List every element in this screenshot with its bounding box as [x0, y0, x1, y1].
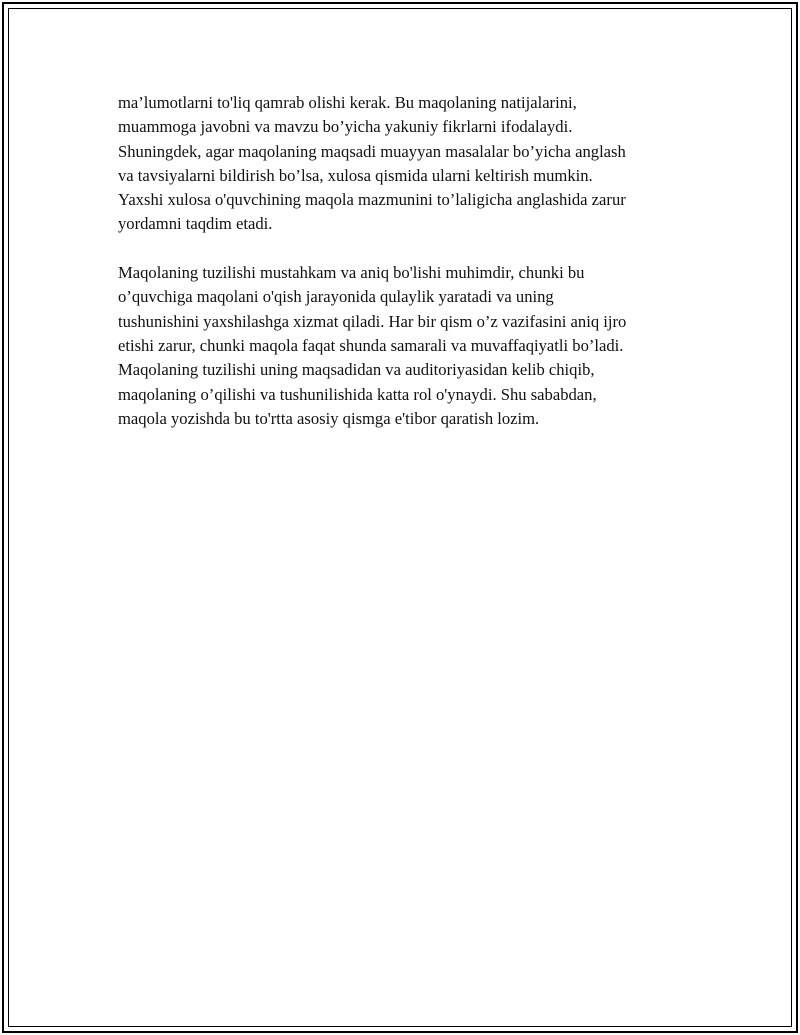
text-line: Shuningdek, agar maqolaning maqsadi muayyan masalalar bo’yicha anglash [118, 141, 626, 161]
text-line: Yaxshi xulosa o'quvchining maqola mazmunini to’laligicha anglashida zarur [118, 190, 626, 210]
text-line: etishi zarur, chunki maqola faqat shunda samarali va muvaffaqiyatli bo’ladi. [118, 335, 624, 355]
text-line: Maqolaning tuzilishi uning maqsadidan va auditoriyasidan kelib chiqib, [118, 360, 595, 380]
text-line: ma’lumotlarni to'liq qamrab olishi kerak. Bu maqolaning natijalarini, [118, 93, 577, 112]
document-body [118, 91, 698, 431]
text-line: tushunishini yaxshilashga xizmat qiladi. Har bir qism o’z vazifasini aniq ijro [118, 311, 627, 331]
text-line: o’quvchiga maqolani o'qish jarayonida qulaylik yaratadi va uning [118, 287, 554, 307]
paragraph-structure [118, 261, 698, 431]
text-line: muammoga javobni va mavzu bo’yicha yakuniy fikrlarni ifodalaydi. [118, 117, 573, 137]
text-line: Maqolaning tuzilishi mustahkam va aniq bo'lishi muhimdir, chunki bu [118, 263, 585, 283]
paragraph-conclusion [118, 91, 698, 237]
text-line: va tavsiyalarni bildirish bo’lsa, xulosa qismida ularni keltirish mumkin. [118, 165, 593, 185]
text-line: yordamni taqdim etadi. [118, 214, 273, 234]
text-line: maqolaning o’qilishi va tushunilishida katta rol o'ynaydi. Shu sababdan, [118, 384, 597, 404]
text-line: maqola yozishda bu to'rtta asosiy qismga e'tibor qaratish lozim. [118, 408, 540, 428]
